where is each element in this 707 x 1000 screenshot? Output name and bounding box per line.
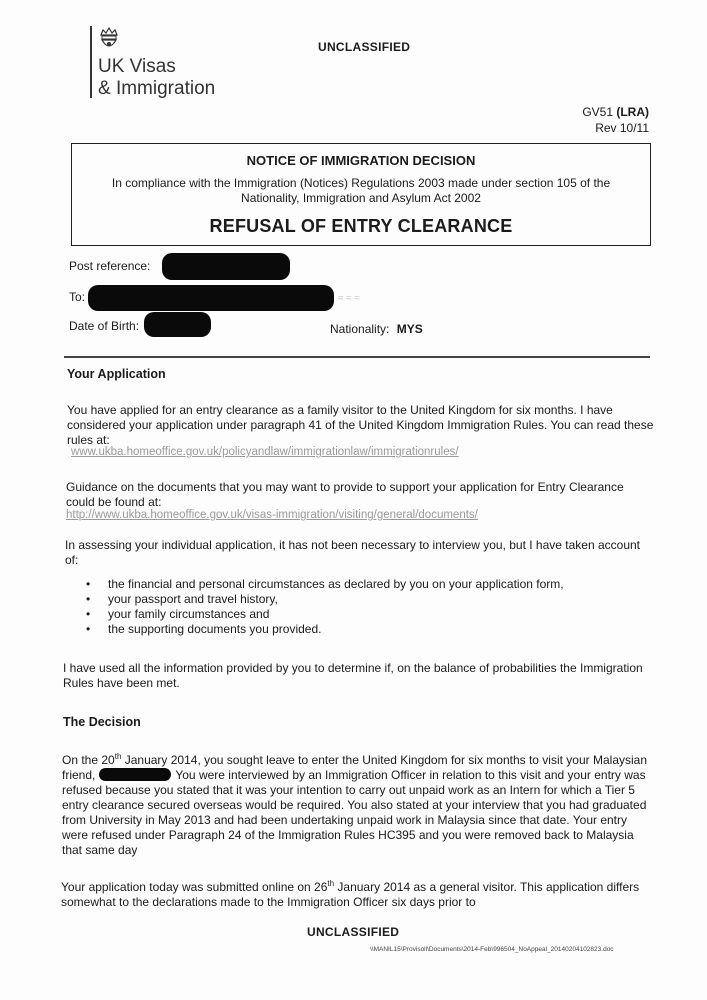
application-paragraph-4: I have used all the information provided by you to determine if, on the balance of probabilities the Immigration Rules have been met. bbox=[63, 661, 643, 690]
agency-logo-text bbox=[98, 56, 215, 100]
redacted-recipient-name bbox=[88, 285, 334, 311]
immigration-rules-link[interactable]: www.ukba.homeoffice.gov.uk/policyandlaw/immigrationlaw/immigrationrules/ bbox=[71, 446, 459, 458]
classification-bottom: UNCLASSIFIED bbox=[307, 925, 400, 939]
logo-line-2: & Immigration bbox=[98, 78, 216, 99]
decision-p1-part-b: January 2014, you sought leave to enter the United Kingdom for six months to visit your Malaysian friend, bbox=[62, 753, 648, 782]
decision-p1-part-a: On the 20 bbox=[62, 753, 115, 767]
list-item: • the supporting documents you provided. bbox=[84, 622, 564, 637]
dob-label: Date of Birth: bbox=[69, 319, 140, 333]
guidance-documents-link[interactable]: http://www.ukba.homeoffice.gov.uk/visas-immigration/visiting/general/documents/ bbox=[66, 509, 478, 521]
notice-title: NOTICE OF IMMIGRATION DECISION bbox=[246, 153, 476, 168]
application-paragraph-1: You have applied for an entry clearance as a family visitor to the United Kingdom for six months. I have considered your application under paragraph 41 of the United Kingdom Immigration Rules. You can read these rules at: bbox=[67, 403, 654, 447]
decision-p2-part-b: January 2014 as a general visitor. This application differs somewhat to the declarations made to the Immigration Officer six days prior to bbox=[61, 880, 640, 909]
nationality-value: MYS bbox=[396, 322, 423, 336]
your-application-heading: Your Application bbox=[67, 367, 166, 381]
list-item: • your family circumstances and bbox=[84, 607, 564, 622]
list-item: • your passport and travel history, bbox=[84, 592, 564, 607]
redacted-date-of-birth bbox=[144, 312, 211, 337]
nationality-label: Nationality: bbox=[330, 322, 390, 336]
form-code: GV51 bbox=[582, 105, 613, 119]
logo-line-1: UK Visas bbox=[98, 56, 176, 77]
compliance-statement: In compliance with the Immigration (Notices) Regulations 2003 made under section 105 of the Nationality, Immigration and Asylum Act 2002 bbox=[111, 176, 611, 205]
application-paragraph-2: Guidance on the documents that you may want to provide to support your application for Entry Clearance could be found at: bbox=[66, 480, 624, 509]
ordinal-suffix: th bbox=[327, 879, 335, 888]
list-item: • the financial and personal circumstances as declared by you on your application form, bbox=[84, 577, 564, 592]
assessment-criteria-list bbox=[84, 577, 564, 637]
decision-p1-part-c: You were interviewed by an Immigration Officer in relation to this visit and your entry was refused because you stated that it was your intention to carry out unpaid work as an Intern for which a Tier 5 entry clearance secured overseas would be required. You also stated at your interview that you had graduated from University in May 2013 and had been undertaking unpaid work in Malaysia since that date. Your entry were refused under Paragraph 24 of the Immigration Rules HC395 and you were removed back to Malaysia that same day bbox=[62, 768, 647, 857]
form-revision: Rev 10/11 bbox=[595, 121, 649, 135]
royal-crest-icon bbox=[98, 26, 120, 52]
scan-noise: ≈ ≈ ≈ bbox=[338, 293, 361, 304]
decision-title: REFUSAL OF ENTRY CLEARANCE bbox=[209, 216, 513, 236]
notice-box bbox=[71, 143, 651, 246]
ordinal-suffix: th bbox=[114, 752, 122, 761]
classification-top: UNCLASSIFIED bbox=[318, 40, 411, 54]
decision-heading: The Decision bbox=[63, 715, 141, 729]
application-paragraph-3: In assessing your individual application, it has not been necessary to interview you, but I have taken account of: bbox=[65, 538, 641, 567]
document-file-path: \\MANIL15\Provisoll\Documents\2014-Feb\996504_NoAppeal_20140204102823.doc bbox=[370, 946, 614, 953]
logo-divider bbox=[90, 26, 92, 98]
redacted-post-reference bbox=[162, 253, 290, 280]
nationality-field bbox=[330, 322, 423, 336]
decision-paragraph-2 bbox=[61, 876, 643, 910]
to-label: To: bbox=[69, 290, 86, 304]
post-reference-label: Post reference: bbox=[69, 259, 151, 273]
form-code-suffix: (LRA) bbox=[616, 105, 649, 119]
section-divider bbox=[64, 356, 650, 358]
form-reference bbox=[582, 104, 649, 136]
decision-paragraph-1 bbox=[62, 749, 647, 858]
redacted-friend-name bbox=[99, 768, 171, 781]
decision-p2-part-a: Your application today was submitted online on 26 bbox=[61, 880, 328, 894]
